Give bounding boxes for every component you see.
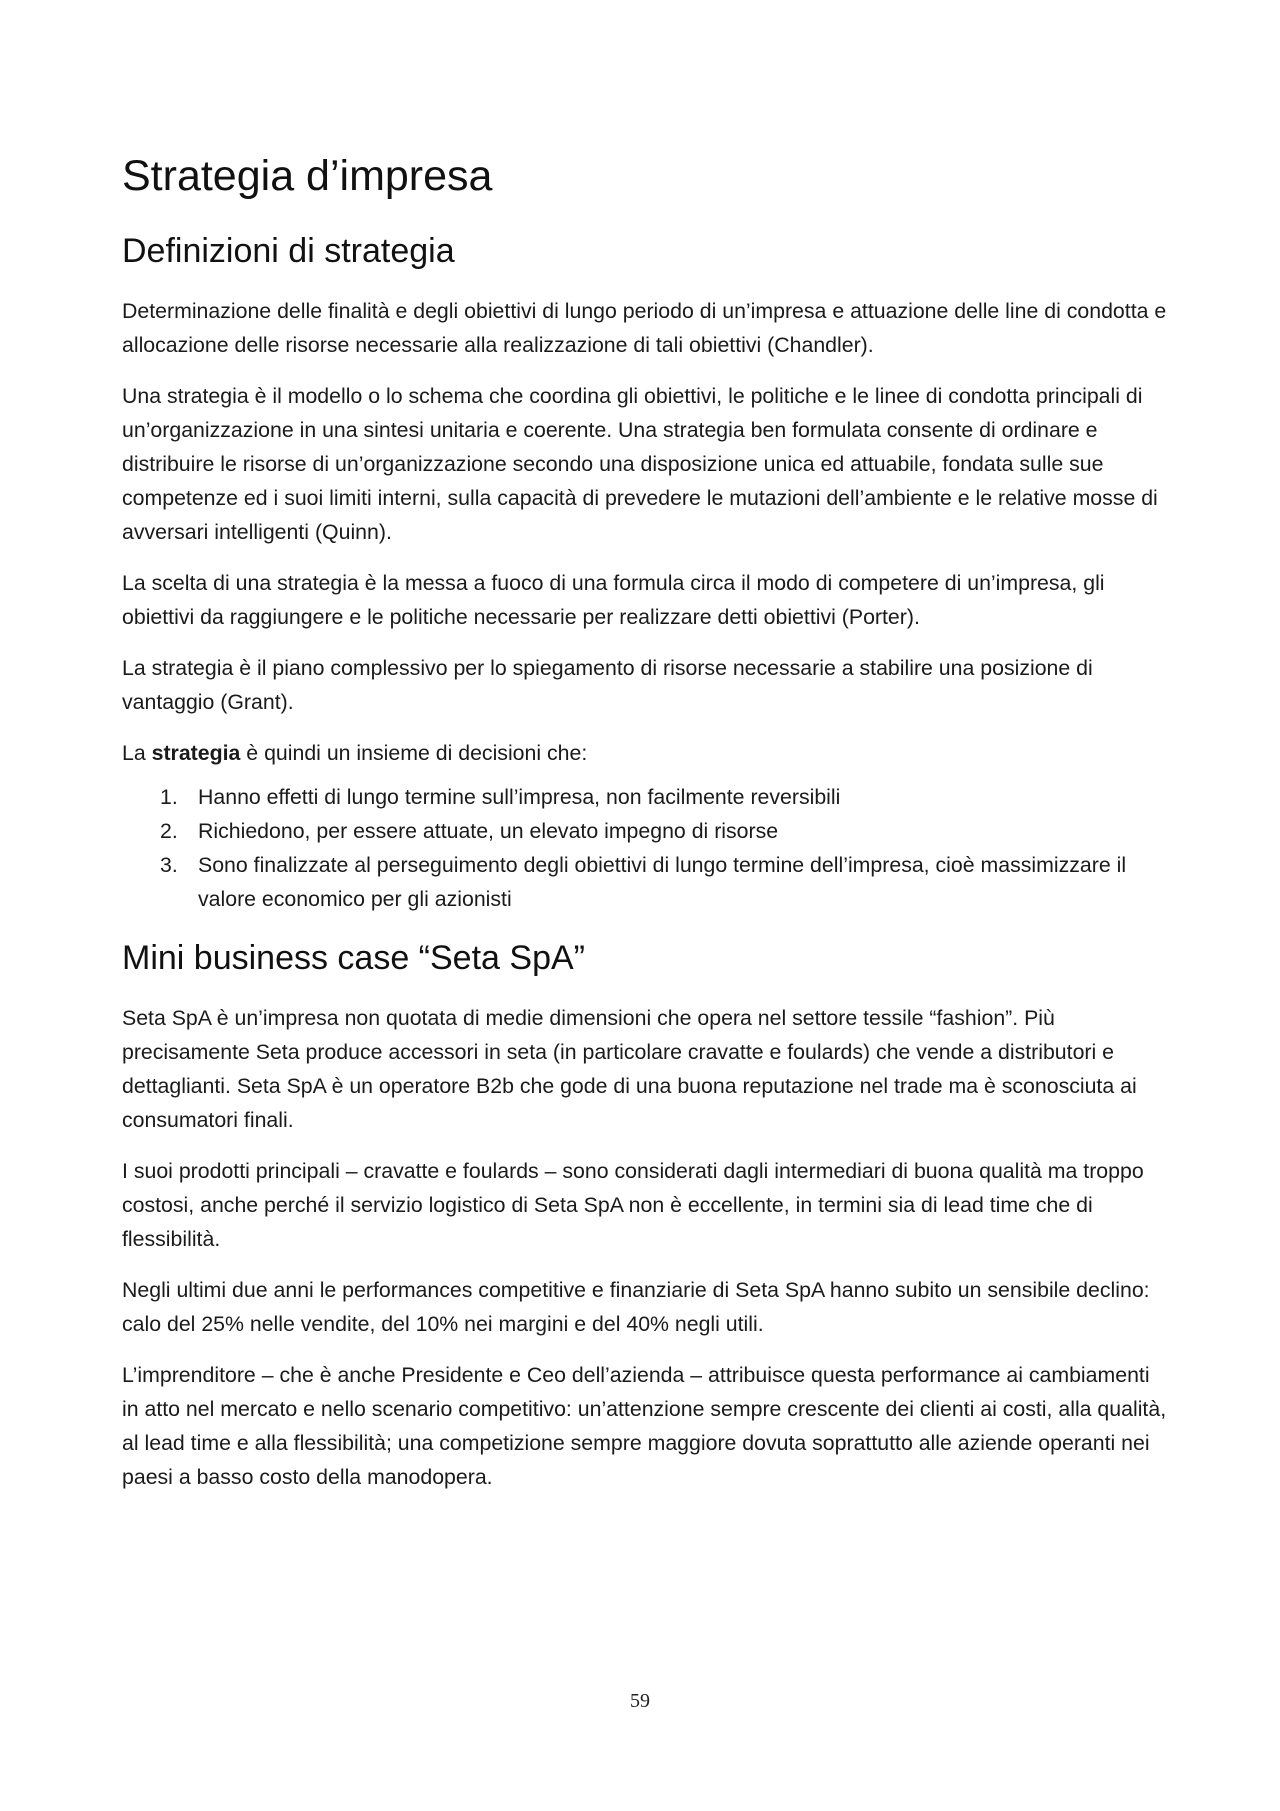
paragraph-intro-list [122, 736, 1167, 770]
list-item [122, 780, 1167, 814]
list-item-text: Sono finalizzate al perseguimento degli obiettivi di lungo termine dell’impresa, cioè massimizzare il valore economico per gli azionisti [198, 853, 1127, 912]
paragraph-grant: La strategia è il piano complessivo per lo spiegamento di risorse necessarie a stabilire una posizione di vantaggio (Grant). [122, 656, 1093, 715]
paragraph-seta-decline: Negli ultimi due anni le performances competitive e finanziarie di Seta SpA hanno subito un sensibile declino: calo del 25% nelle vendite, del 10% nei margini e del 40% negli utili. [122, 1278, 1150, 1337]
list-item-number: 3. [160, 853, 178, 878]
intro-bold-term: strategia [151, 741, 241, 766]
list-item-text: Richiedono, per essere attuate, un elevato impegno di risorse [198, 819, 779, 844]
list-item-number: 1. [160, 785, 178, 810]
list-item [122, 814, 1167, 848]
section-heading-business-case: Mini business case “Seta SpA” [122, 939, 585, 978]
paragraph-seta-intro: Seta SpA è un’impresa non quotata di medie dimensioni che opera nel settore tessile “fashion”. Più precisamente Seta produce accessori in seta (in particolare cravatte e foulards) che vende a distributori e dettaglianti. Seta SpA è un operatore B2b che gode di una buona reputazione nel trade ma è sconosciuta ai consumatori finali. [122, 1006, 1137, 1133]
decisions-list [122, 780, 1167, 916]
paragraph-porter: La scelta di una strategia è la messa a fuoco di una formula circa il modo di competere di un’impresa, gli obiettivi da raggiungere e le politiche necessarie per realizzare detti obiettivi (Porter). [122, 571, 1105, 630]
paragraph-seta-products: I suoi prodotti principali – cravatte e foulards – sono considerati dagli intermediari di buona qualità ma troppo costosi, anche perché il servizio logistico di Seta SpA non è eccellente, in termini sia di lead time che di flessibilità. [122, 1159, 1144, 1252]
intro-prefix: La [122, 741, 152, 766]
document-title: Strategia d’impresa [122, 152, 493, 200]
list-item [122, 848, 1167, 916]
page-number: 59 [630, 1690, 650, 1712]
section-heading-definizioni: Definizioni di strategia [122, 232, 455, 271]
document-page [122, 152, 1167, 1511]
paragraph-seta-entrepreneur: L’imprenditore – che è anche Presidente e Ceo dell’azienda – attribuisce questa performance ai cambiamenti in atto nel mercato e nello scenario competitivo: un’attenzione sempre crescente dei clienti ai costi, alla qualità, al lead time e alla flessibilità; una competizione sempre maggiore dovuta soprattutto alle aziende operanti nei paesi a basso costo della manodopera. [122, 1363, 1167, 1490]
paragraph-chandler: Determinazione delle finalità e degli obiettivi di lungo periodo di un’impresa e attuazione delle line di condotta e allocazione delle risorse necessarie alla realizzazione di tali obiettivi (Chandler). [122, 299, 1167, 358]
list-item-text: Hanno effetti di lungo termine sull’impresa, non facilmente reversibili [198, 785, 841, 810]
intro-suffix: è quindi un insieme di decisioni che: [240, 741, 588, 766]
paragraph-quinn: Una strategia è il modello o lo schema che coordina gli obiettivi, le politiche e le linee di condotta principali di un’organizzazione in una sintesi unitaria e coerente. Una strategia ben formulata consente di ordinare e distribuire le risorse di un’organizzazione secondo una disposizione unica ed attuabile, fondata sulle sue competenze ed i suoi limiti interni, sulla capacità di prevedere le mutazioni dell’ambiente e le relative mosse di avversari intelligenti (Quinn). [122, 384, 1158, 545]
list-item-number: 2. [160, 819, 178, 844]
